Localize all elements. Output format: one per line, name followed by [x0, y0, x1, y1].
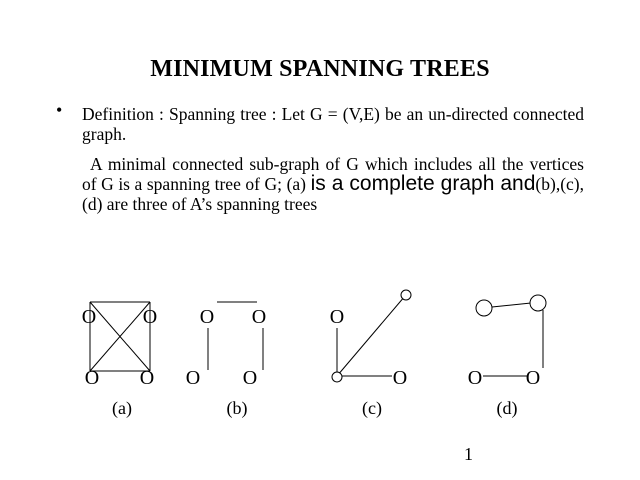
graph-label-a: (a)	[112, 398, 132, 418]
vertex-circle	[332, 372, 342, 382]
vertex: O	[329, 306, 345, 328]
vertex-circle	[401, 290, 411, 300]
vertex: O	[84, 367, 100, 389]
vertex: O	[81, 306, 97, 328]
graph-label-d: (d)	[496, 398, 518, 418]
explanation-emphasis-1: is a complete graph and	[310, 172, 536, 195]
vertex-circle	[530, 295, 546, 311]
vertex: O	[467, 367, 483, 389]
vertex: O	[142, 306, 158, 328]
graph-b-spanning-tree	[186, 302, 266, 419]
definition-text	[82, 104, 584, 214]
graph-a-complete	[82, 302, 157, 419]
edge	[492, 303, 531, 307]
spanning-tree-explanation	[82, 154, 584, 214]
slide-title: MINIMUM SPANNING TREES	[150, 56, 490, 82]
vertex: O	[251, 306, 267, 328]
vertex: O	[525, 367, 541, 389]
vertex-circle	[476, 300, 492, 316]
edge	[337, 296, 405, 376]
page-number: 1	[464, 444, 473, 464]
vertex: O	[242, 367, 258, 389]
vertex: O	[199, 306, 215, 328]
explanation-part-1: A minimal connected sub-graph of G which includes all the vertices of G is a spanning tree of G; (a)	[82, 154, 584, 194]
bullet-marker: •	[56, 100, 63, 120]
definition-line: Definition : Spanning tree : Let G = (V,E) be an un-directed connected graph.	[82, 104, 584, 144]
vertex: O	[392, 367, 408, 389]
vertex: O	[139, 367, 155, 389]
graph-label-c: (c)	[362, 398, 382, 418]
explanation-part-3: (b),(c),(d) are three of A’s spanning trees	[82, 174, 584, 214]
spanning-tree-diagrams	[0, 280, 640, 420]
graph-d-spanning-tree	[468, 295, 546, 419]
graph-label-b: (b)	[226, 398, 248, 418]
graph-c-spanning-tree	[330, 290, 411, 419]
vertex: O	[185, 367, 201, 389]
